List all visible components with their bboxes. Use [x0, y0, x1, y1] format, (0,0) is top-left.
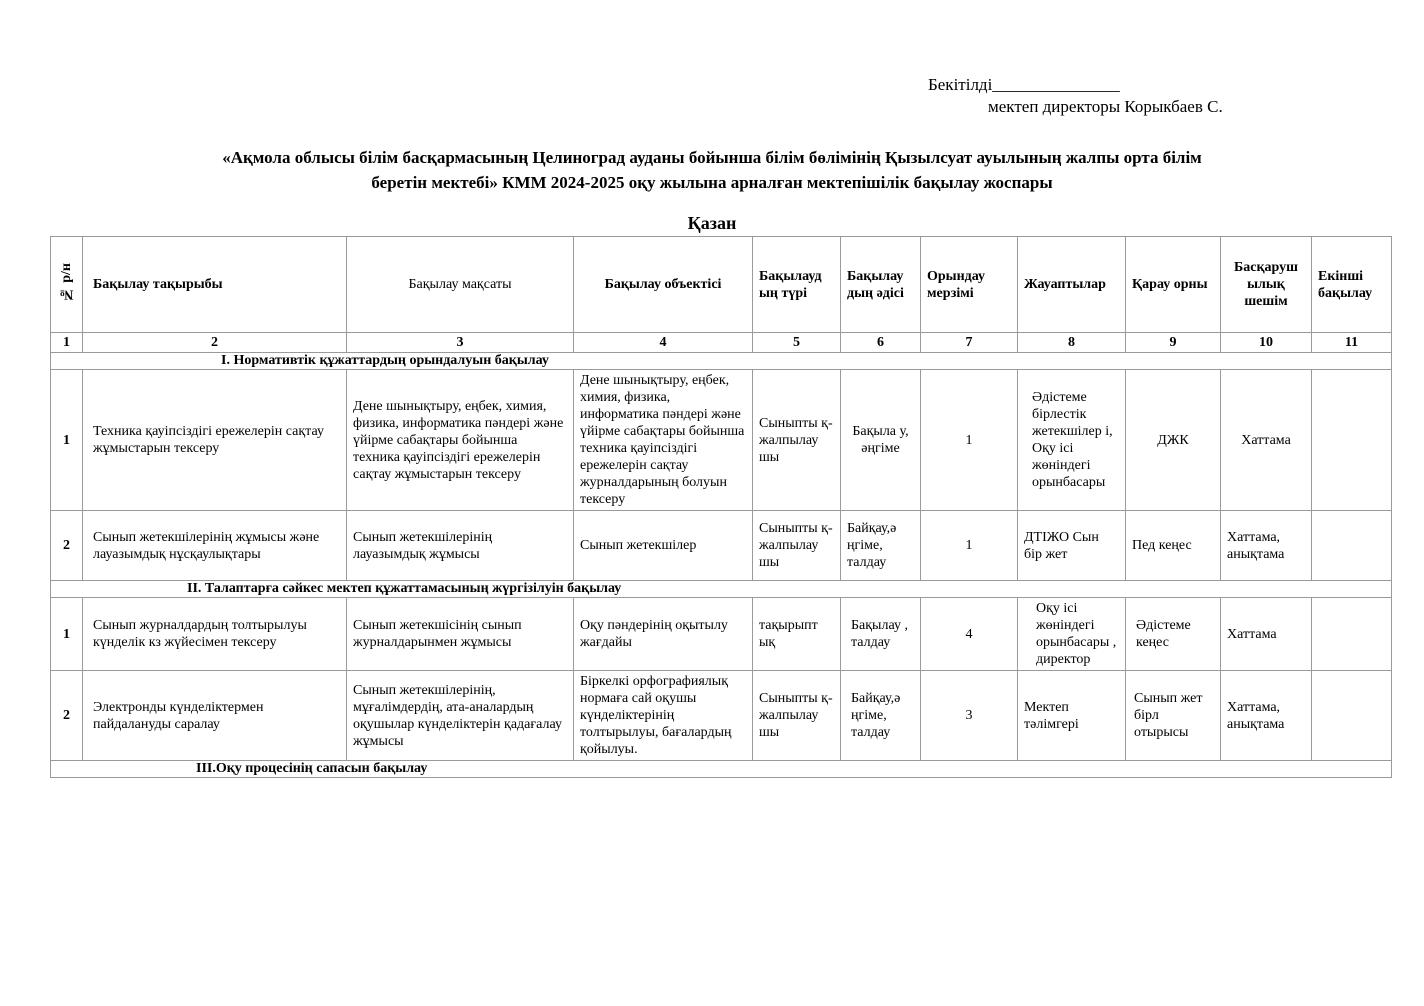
row-number: 1 [51, 370, 83, 511]
table-header-row [51, 237, 1392, 333]
column-number: 10 [1221, 333, 1312, 353]
goal-cell: Сынып жетекшісінің сынып журналдарынмен жұмысы [347, 598, 574, 671]
place-cell: Әдістеме кеңес [1126, 598, 1221, 671]
type-cell: Сыныпты қ-жалпылау шы [753, 511, 841, 581]
header-topic: Бақылау тақырыбы [83, 237, 347, 333]
row-number: 2 [51, 511, 83, 581]
header-place: Қарау орны [1126, 237, 1221, 333]
header-second-control: Екінші бақылау [1312, 237, 1392, 333]
decision-cell: Хаттама [1221, 370, 1312, 511]
object-cell: Оқу пәндерінің оқытылу жағдайы [574, 598, 753, 671]
goal-cell: Дене шынықтыру, еңбек, химия, физика, информатика пәндері және үйірме сабақтары бойынша техника қауіпсіздігі ережелерін сақтау жұмыстарын тексеру [347, 370, 574, 511]
method-cell: Бақылау , талдау [841, 598, 921, 671]
header-method: Бақылау дың әдісі [841, 237, 921, 333]
topic-cell: Сынып журналдардың толтырылуы күнделік кз жүйесімен тексеру [83, 598, 347, 671]
approval-block [928, 74, 1223, 118]
topic-cell: Техника қауіпсіздігі ережелерін сақтау жұмыстарын тексеру [83, 370, 347, 511]
section-row [51, 761, 1392, 778]
month-heading: Қазан [687, 213, 737, 233]
object-cell: Сынып жетекшілер [574, 511, 753, 581]
section-title: I. Нормативтік құжаттардың орындалуын бақылау [51, 353, 1392, 370]
object-cell: Біркелкі орфографиялық нормаға сай оқушы күнделіктерінің толтырылуы, бағалардың қойылуы. [574, 671, 753, 761]
header-responsible: Жауаптылар [1018, 237, 1126, 333]
header-goal: Бақылау мақсаты [347, 237, 574, 333]
place-cell: Сынып жет бірл отырысы [1126, 671, 1221, 761]
column-number: 6 [841, 333, 921, 353]
control-plan-table [50, 236, 1392, 778]
column-numbers-row [51, 333, 1392, 353]
term-cell: 1 [921, 511, 1018, 581]
place-cell: ДЖК [1126, 370, 1221, 511]
topic-cell: Сынып жетекшілерінің жұмысы және лауазымдық нұсқаулықтары [83, 511, 347, 581]
term-cell: 3 [921, 671, 1018, 761]
responsible-cell: Оқу ісі жөніндегі орынбасары , директор [1018, 598, 1126, 671]
header-number: № р/н [51, 237, 83, 333]
column-number: 11 [1312, 333, 1392, 353]
term-cell: 1 [921, 370, 1018, 511]
type-cell: Сыныпты қ-жалпылау шы [753, 671, 841, 761]
responsible-cell: Мектеп тәлімгері [1018, 671, 1126, 761]
table-row [51, 370, 1392, 511]
row-number: 2 [51, 671, 83, 761]
column-number: 9 [1126, 333, 1221, 353]
goal-cell: Сынып жетекшілерінің лауазымдық жұмысы [347, 511, 574, 581]
responsible-cell: Әдістеме бірлестік жетекшілер і, Оқу ісі жөніндегі орынбасары [1018, 370, 1126, 511]
title-line-1: «Ақмола облысы білім басқармасының Целиноград ауданы бойынша білім бөлімінің Қызылсуат ауылының жалпы орта білім [222, 148, 1202, 167]
second-control-cell [1312, 598, 1392, 671]
row-number: 1 [51, 598, 83, 671]
type-cell: Сыныпты қ-жалпылау шы [753, 370, 841, 511]
column-number: 5 [753, 333, 841, 353]
column-number: 4 [574, 333, 753, 353]
place-cell: Пед кеңес [1126, 511, 1221, 581]
topic-cell: Электронды күнделіктермен пайдалануды саралау [83, 671, 347, 761]
type-cell: тақырыпт ық [753, 598, 841, 671]
title-line-2: беретін мектебі» КММ 2024-2025 оқу жылына арналған мектепішілік бақылау жоспары [371, 173, 1053, 192]
approval-line: Бекітілді_______________ [928, 75, 1120, 94]
second-control-cell [1312, 671, 1392, 761]
method-cell: Байқау,ә ңгіме, талдау [841, 671, 921, 761]
table-row [51, 671, 1392, 761]
table-row [51, 511, 1392, 581]
section-title: III.Оқу процесінің сапасын бақылау [51, 761, 1392, 778]
header-term: Орындау мерзімі [921, 237, 1018, 333]
second-control-cell [1312, 511, 1392, 581]
term-cell: 4 [921, 598, 1018, 671]
table-row [51, 598, 1392, 671]
decision-cell: Хаттама, анықтама [1221, 671, 1312, 761]
section-row [51, 581, 1392, 598]
column-number: 1 [51, 333, 83, 353]
object-cell: Дене шынықтыру, еңбек, химия, физика, информатика пәндері және үйірме сабақтары бойынша техника қауіпсіздігі ережелерін сақтау журналдарының болуын тексеру [574, 370, 753, 511]
column-number: 3 [347, 333, 574, 353]
responsible-cell: ДТІЖО Сын бір жет [1018, 511, 1126, 581]
document-title [70, 145, 1354, 195]
header-object: Бақылау объектісі [574, 237, 753, 333]
second-control-cell [1312, 370, 1392, 511]
decision-cell: Хаттама [1221, 598, 1312, 671]
section-row [51, 353, 1392, 370]
decision-cell: Хаттама, анықтама [1221, 511, 1312, 581]
director-signature-line: мектеп директоры Корыкбаев С. [988, 97, 1223, 116]
method-cell: Бақыла у, әңгіме [841, 370, 921, 511]
header-type: Бақылауд ың түрі [753, 237, 841, 333]
header-decision: Басқаруш ылық шешім [1221, 237, 1312, 333]
goal-cell: Сынып жетекшілерінің, мұғалімдердің, ата-аналардың оқушылар күнделіктерін қадағалау жұмысы [347, 671, 574, 761]
column-number: 7 [921, 333, 1018, 353]
section-title: II. Талаптарға сәйкес мектеп құжаттамасының жүргізілуін бақылау [51, 581, 1392, 598]
column-number: 2 [83, 333, 347, 353]
method-cell: Байқау,ә ңгіме, талдау [841, 511, 921, 581]
column-number: 8 [1018, 333, 1126, 353]
